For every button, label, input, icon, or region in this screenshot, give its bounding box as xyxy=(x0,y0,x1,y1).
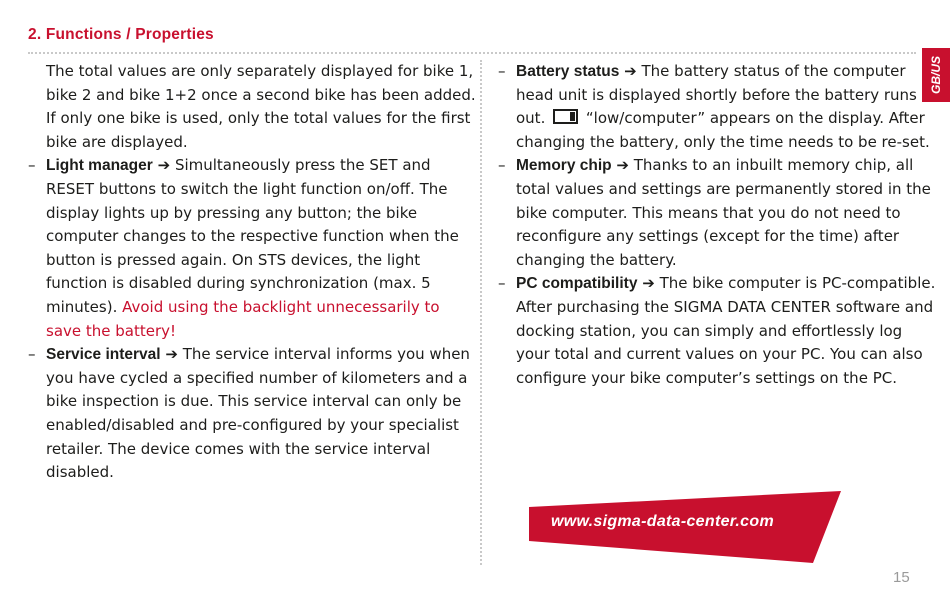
intro-paragraph xyxy=(28,60,478,154)
intro-text: The total values are only separately displayed for bike 1, bike 2 and bike 1+2 once a second bike has been added. If only one bike is used, only the total values for the first bike are displayed. xyxy=(46,62,476,151)
list-dash: – xyxy=(498,156,506,175)
arrow-icon: ➔ xyxy=(624,62,637,80)
service-interval-text: The service interval informs you when you have cycled a specified number of kilometers and a bike inspection is due. This service interval can only be enabled/disabled and pre-configured by your specialist retailer. The device comes with the service interval disabled. xyxy=(46,345,470,482)
backlight-warning: Avoid using the backlight unnecessarily to save the battery! xyxy=(46,297,440,340)
pc-compatibility-text: The bike computer is PC-compatible. After purchasing the SIGMA DATA CENTER software and docking station, you can simply and effortlessly log your total and current values on your PC. You can also configure your bike computer’s settings on the PC. xyxy=(516,274,936,387)
light-manager-term: Light manager xyxy=(46,157,153,175)
memory-chip-text: Thanks to an inbuilt memory chip, all total values and settings are permanently stored in the bike computer. This means that you do not need to reconfigure any settings (except for the time) after changing the battery. xyxy=(516,156,931,269)
list-dash: – xyxy=(498,62,506,80)
section-heading: 2. Functions / Properties xyxy=(28,26,214,43)
service-interval-item xyxy=(28,343,478,485)
page-number: 15 xyxy=(893,569,910,586)
battery-status-term: Battery status xyxy=(516,63,620,80)
memory-chip-term: Memory chip xyxy=(516,157,612,175)
sigma-data-center-link[interactable]: www.sigma-data-center.com xyxy=(551,513,774,530)
arrow-icon: ➔ xyxy=(642,274,655,293)
pc-compatibility-item xyxy=(498,272,938,390)
arrow-icon: ➔ xyxy=(157,156,171,175)
left-column xyxy=(28,60,478,485)
language-tab-label: GB/US xyxy=(929,55,943,95)
column-divider xyxy=(480,60,482,565)
light-manager-item xyxy=(28,154,478,343)
heading-divider xyxy=(28,52,916,54)
battery-status-text: The battery status of the computer head unit is displayed shortly before the battery runs out. xyxy=(516,62,917,128)
list-dash: – xyxy=(498,274,506,293)
light-manager-text: Simultaneously press the SET and RESET buttons to switch the light function on/off. The display lights up by pressing any button; the bike computer changes to the respective function when the button is pressed again. On STS devices, the light function is disabled during synchronization (max. 5 minutes). xyxy=(46,156,459,316)
battery-status-text-after: “low/computer” appears on the display. After changing the battery, only the time needs to be re-set. xyxy=(516,109,930,151)
memory-chip-item xyxy=(498,154,938,272)
pc-compatibility-term: PC compatibility xyxy=(516,275,638,293)
battery-low-icon xyxy=(553,109,578,124)
service-interval-term: Service interval xyxy=(46,346,161,364)
list-dash: – xyxy=(28,345,36,364)
battery-status-item xyxy=(498,60,938,154)
arrow-icon: ➔ xyxy=(165,345,178,364)
right-column xyxy=(498,60,938,390)
arrow-icon: ➔ xyxy=(616,156,629,175)
sigma-data-center-banner[interactable] xyxy=(529,491,841,563)
list-dash: – xyxy=(28,156,36,175)
